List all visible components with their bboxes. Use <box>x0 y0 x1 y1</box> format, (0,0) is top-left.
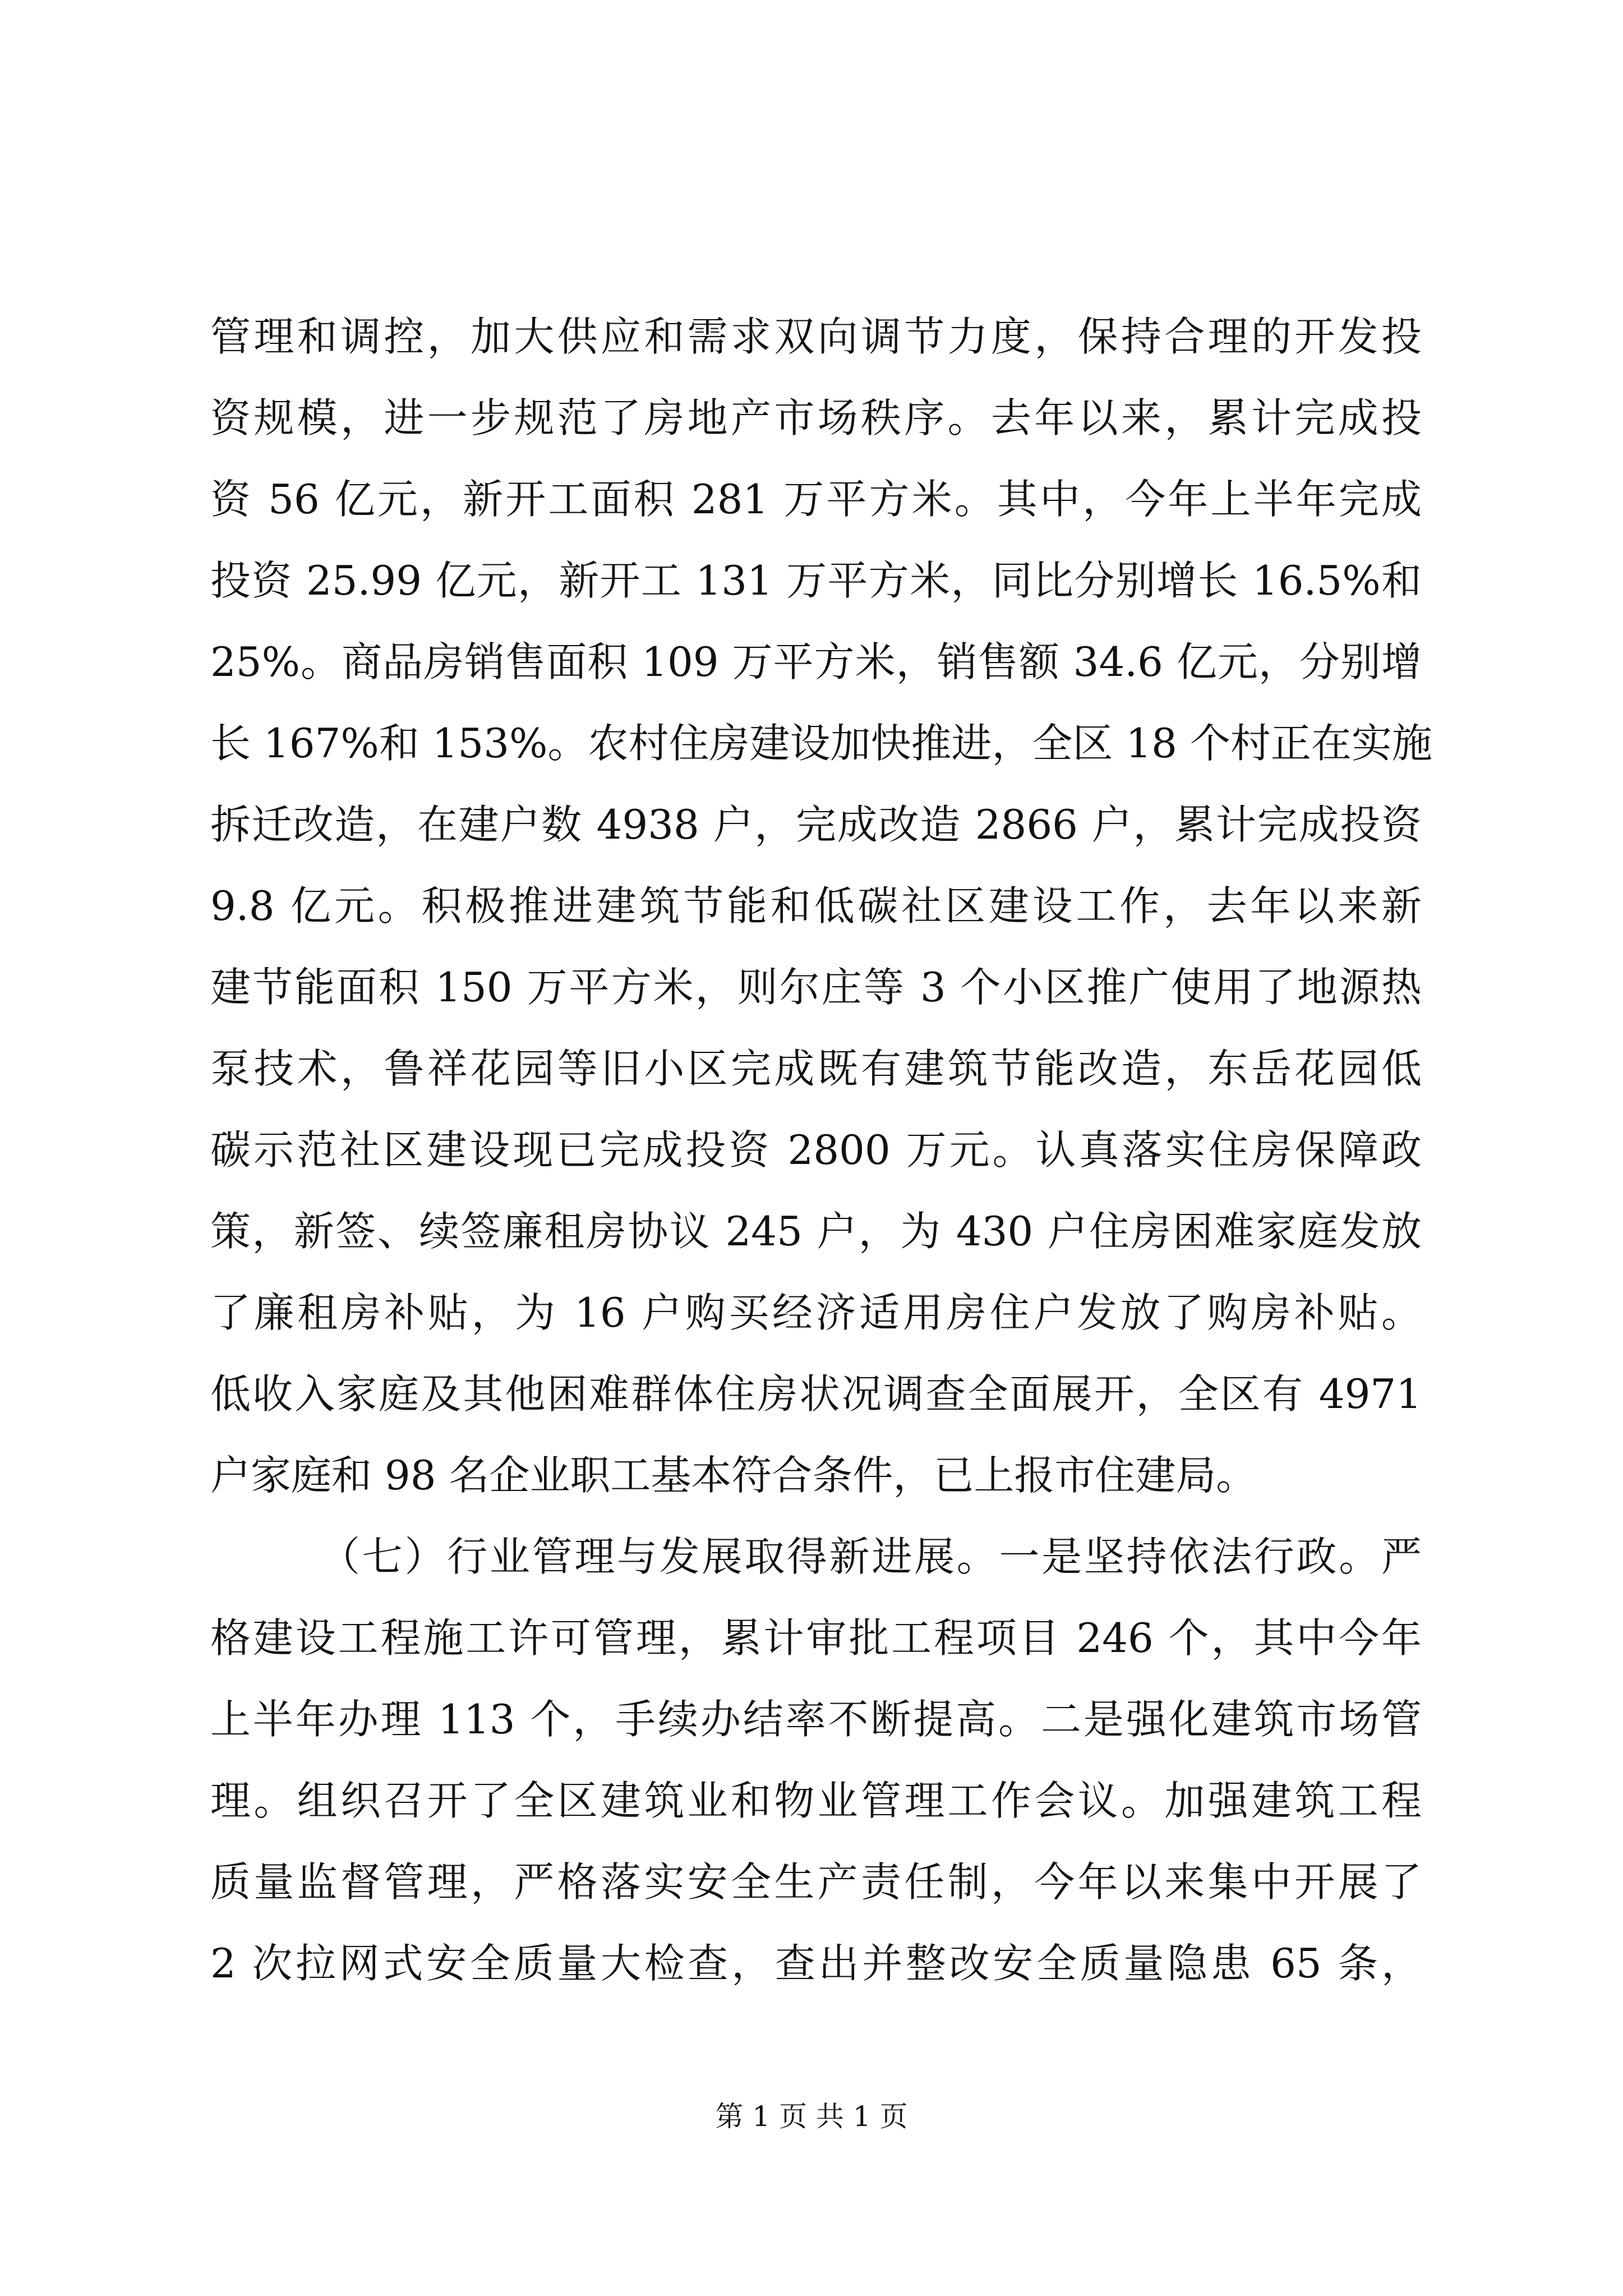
text-line: 理。组织召开了全区建筑业和物业管理工作会议。加强建筑工程 <box>210 1777 1422 1824</box>
text-line: 建节能面积 150 万平方米，则尔庄等 3 个小区推广使用了地源热 <box>210 964 1422 1011</box>
text-line: 资规模，进一步规范了房地产市场秩序。去年以来，累计完成投 <box>210 394 1422 441</box>
text-line: 质量监督管理，严格落实安全生产责任制，今年以来集中开展了 <box>210 1858 1422 1906</box>
text-line: 了廉租房补贴，为 16 户购买经济适用房住户发放了购房补贴。 <box>210 1289 1422 1336</box>
text-line: 户家庭和 98 名企业职工基本符合条件，已上报市住建局。 <box>210 1452 1257 1499</box>
text-line: 泵技术，鲁祥花园等旧小区完成既有建筑节能改造，东岳花园低 <box>210 1045 1422 1092</box>
paragraph-heading-line: （七）行业管理与发展取得新进展。一是坚持依法行政。严 <box>320 1533 1422 1580</box>
text-line: 管理和调控，加大供应和需求双向调节力度，保持合理的开发投 <box>210 313 1422 360</box>
text-line: 25%。商品房销售面积 109 万平方米，销售额 34.6 亿元，分别增 <box>210 638 1422 685</box>
text-line: 2 次拉网式安全质量大检查，查出并整改安全质量隐患 65 条， <box>210 1940 1422 1987</box>
text-line: 策，新签、续签廉租房协议 245 户，为 430 户住房困难家庭发放 <box>210 1208 1422 1255</box>
text-line: 碳示范社区建设现已完成投资 2800 万元。认真落实住房保障政 <box>210 1126 1422 1174</box>
text-line: 投资 25.99 亿元，新开工 131 万平方米，同比分别增长 16.5%和 <box>210 557 1422 604</box>
text-line: 上半年办理 113 个，手续办结率不断提高。二是强化建筑市场管 <box>210 1696 1422 1743</box>
text-line: 9.8 亿元。积极推进建筑节能和低碳社区建设工作，去年以来新 <box>210 882 1422 930</box>
text-line: 长 167%和 153%。农村住房建设加快推进，全区 18 个村正在实施 <box>210 720 1432 767</box>
text-line: 资 56 亿元，新开工面积 281 万平方米。其中，今年上半年完成 <box>210 476 1422 523</box>
text-line: 格建设工程施工许可管理，累计审批工程项目 246 个，其中今年 <box>210 1614 1422 1662</box>
text-line: 拆迁改造，在建户数 4938 户，完成改造 2866 户，累计完成投资 <box>210 801 1422 848</box>
text-line: 低收入家庭及其他困难群体住房状况调查全面展开，全区有 4971 <box>210 1370 1422 1418</box>
page-footer: 第 1 页 共 1 页 <box>715 2100 908 2133</box>
